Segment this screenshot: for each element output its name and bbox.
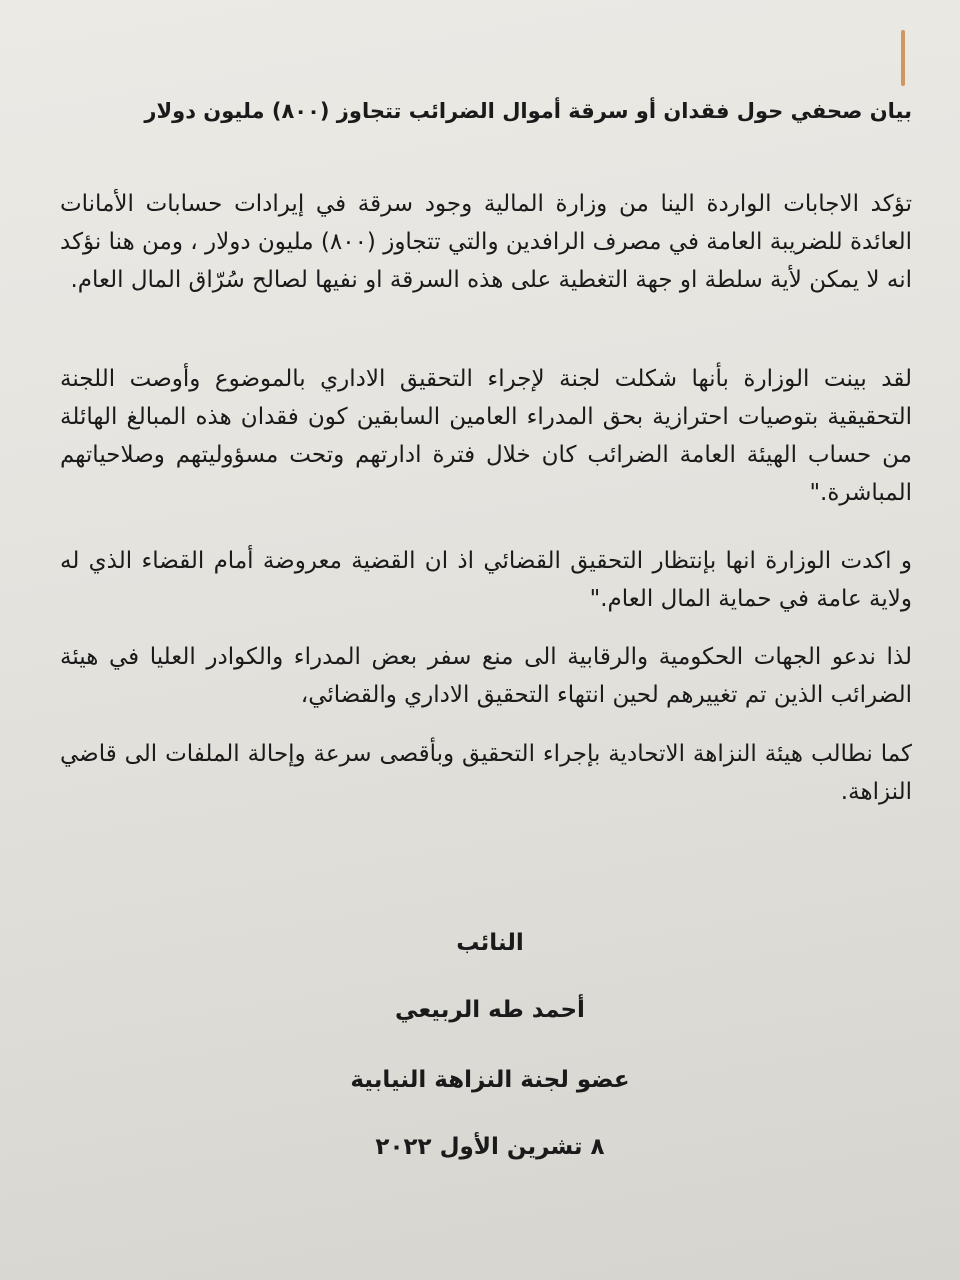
document-title: بيان صحفي حول فقدان أو سرقة أموال الضرائب تتجاوز (٨٠٠) مليون دولار: [144, 99, 912, 123]
paragraph-2: لقد بينت الوزارة بأنها شكلت لجنة لإجراء التحقيق الاداري بالموضوع وأوصت اللجنة التحقيقية بتوصيات احترازية بحق المدراء العامين السابقين كون فقدان هذه المبالغ الهائلة من حساب الهيئة العامة الضرائب كان خلال فترة ادارتهم وتحت مسؤوليتهم وصلاحياتهم المباشرة.": [60, 366, 912, 506]
paragraph-3: و اكدت الوزارة انها بإنتظار التحقيق القضائي اذ ان القضية معروضة أمام القضاء الذي له ولاية عامة في حماية المال العام.": [60, 548, 912, 612]
pen-mark: [901, 30, 905, 86]
signature-name: أحمد طه الربيعي: [395, 997, 585, 1023]
paragraph-1: تؤكد الاجابات الواردة الينا من وزارة المالية وجود سرقة في إيرادات حسابات الأمانات العائدة للضريبة العامة في مصرف الرافدين والتي تتجاوز (٨٠٠) مليون دولار ، ومن هنا نؤكد انه لا يمكن لأية سلطة او جهة التغطية على هذه السرقة او نفيها لصالح سُرّاق المال العام.: [60, 191, 912, 293]
signature-role: عضو لجنة النزاهة النيابية: [350, 1067, 630, 1093]
signature-date: ٨ تشرين الأول ٢٠٢٢: [375, 1134, 605, 1160]
paragraph-4: لذا ندعو الجهات الحكومية والرقابية الى منع سفر بعض المدراء والكوادر العليا في هيئة الضرائب الذين تم تغييرهم لحين انتهاء التحقيق الاداري والقضائي،: [60, 644, 912, 708]
signature-title: النائب: [456, 930, 524, 956]
paragraph-5: كما نطالب هيئة النزاهة الاتحادية بإجراء التحقيق وبأقصى سرعة وإحالة الملفات الى قاضي النزاهة.: [60, 741, 912, 805]
